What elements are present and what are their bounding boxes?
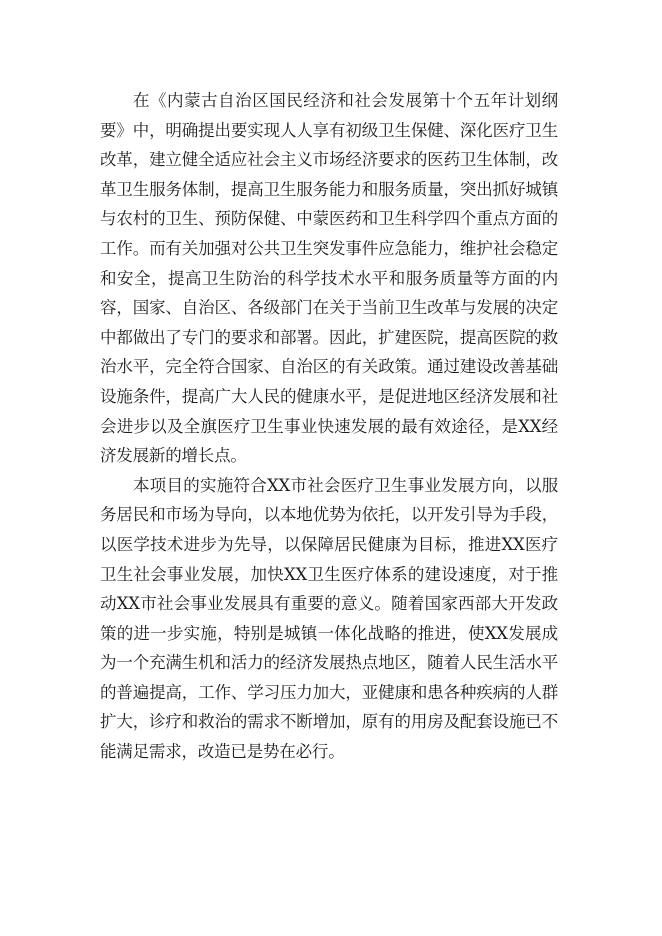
paragraph-policy-background: 在《内蒙古自治区国民经济和社会发展第十个五年计划纲要》中，明确提出要实现人人享有初级卫生保健、深化医疗卫生改革，建立健全适应社会主义市场经济要求的医药卫生体制，改革卫生服务体制，提高卫生服务能力和服务质量，突出抓好城镇与农村的卫生、预防保健、中蒙医药和卫生科学四个重点方面的工作。而有关加强对公共卫生突发事件应急能力，维护社会稳定和安全，提高卫生防治的科学技术水平和服务质量等方面的内容，国家、自治区、各级部门在关于当前卫生改革与发展的决定中都做出了专门的要求和部署。因此，扩建医院，提高医院的救治水平，完全符合国家、自治区的有关政策。通过建设改善基础设施条件，提高广大人民的健康水平，是促进地区经济发展和社会进步以及全旗医疗卫生事业快速发展的最有效途径，是XX经济发展新的增长点。 — [100, 91, 558, 466]
paragraph-project-significance: 本项目的实施符合XX市社会医疗卫生事业发展方向，以服务居民和市场为导向，以本地优势为依托，以开发引导为手段，以医学技术进步为先导，以保障居民健康为目标，推进XX医疗卫生社会事业发展，加快XX卫生医疗体系的建设速度，对于推动XX市社会事业发展具有重要的意义。随着国家西部大开发政策的进一步实施，特别是城镇一体化战略的推进，使XX发展成为一个充满生机和活力的经济发展热点地区，随着人民生活水平的普遍提高，工作、学习压力加大，亚健康和患各种疾病的人群扩大，诊疗和救治的需求不断增加，原有的用房及配套设施已不能满足需求，改造已是势在必行。 — [100, 475, 558, 762]
document-body — [100, 86, 558, 767]
